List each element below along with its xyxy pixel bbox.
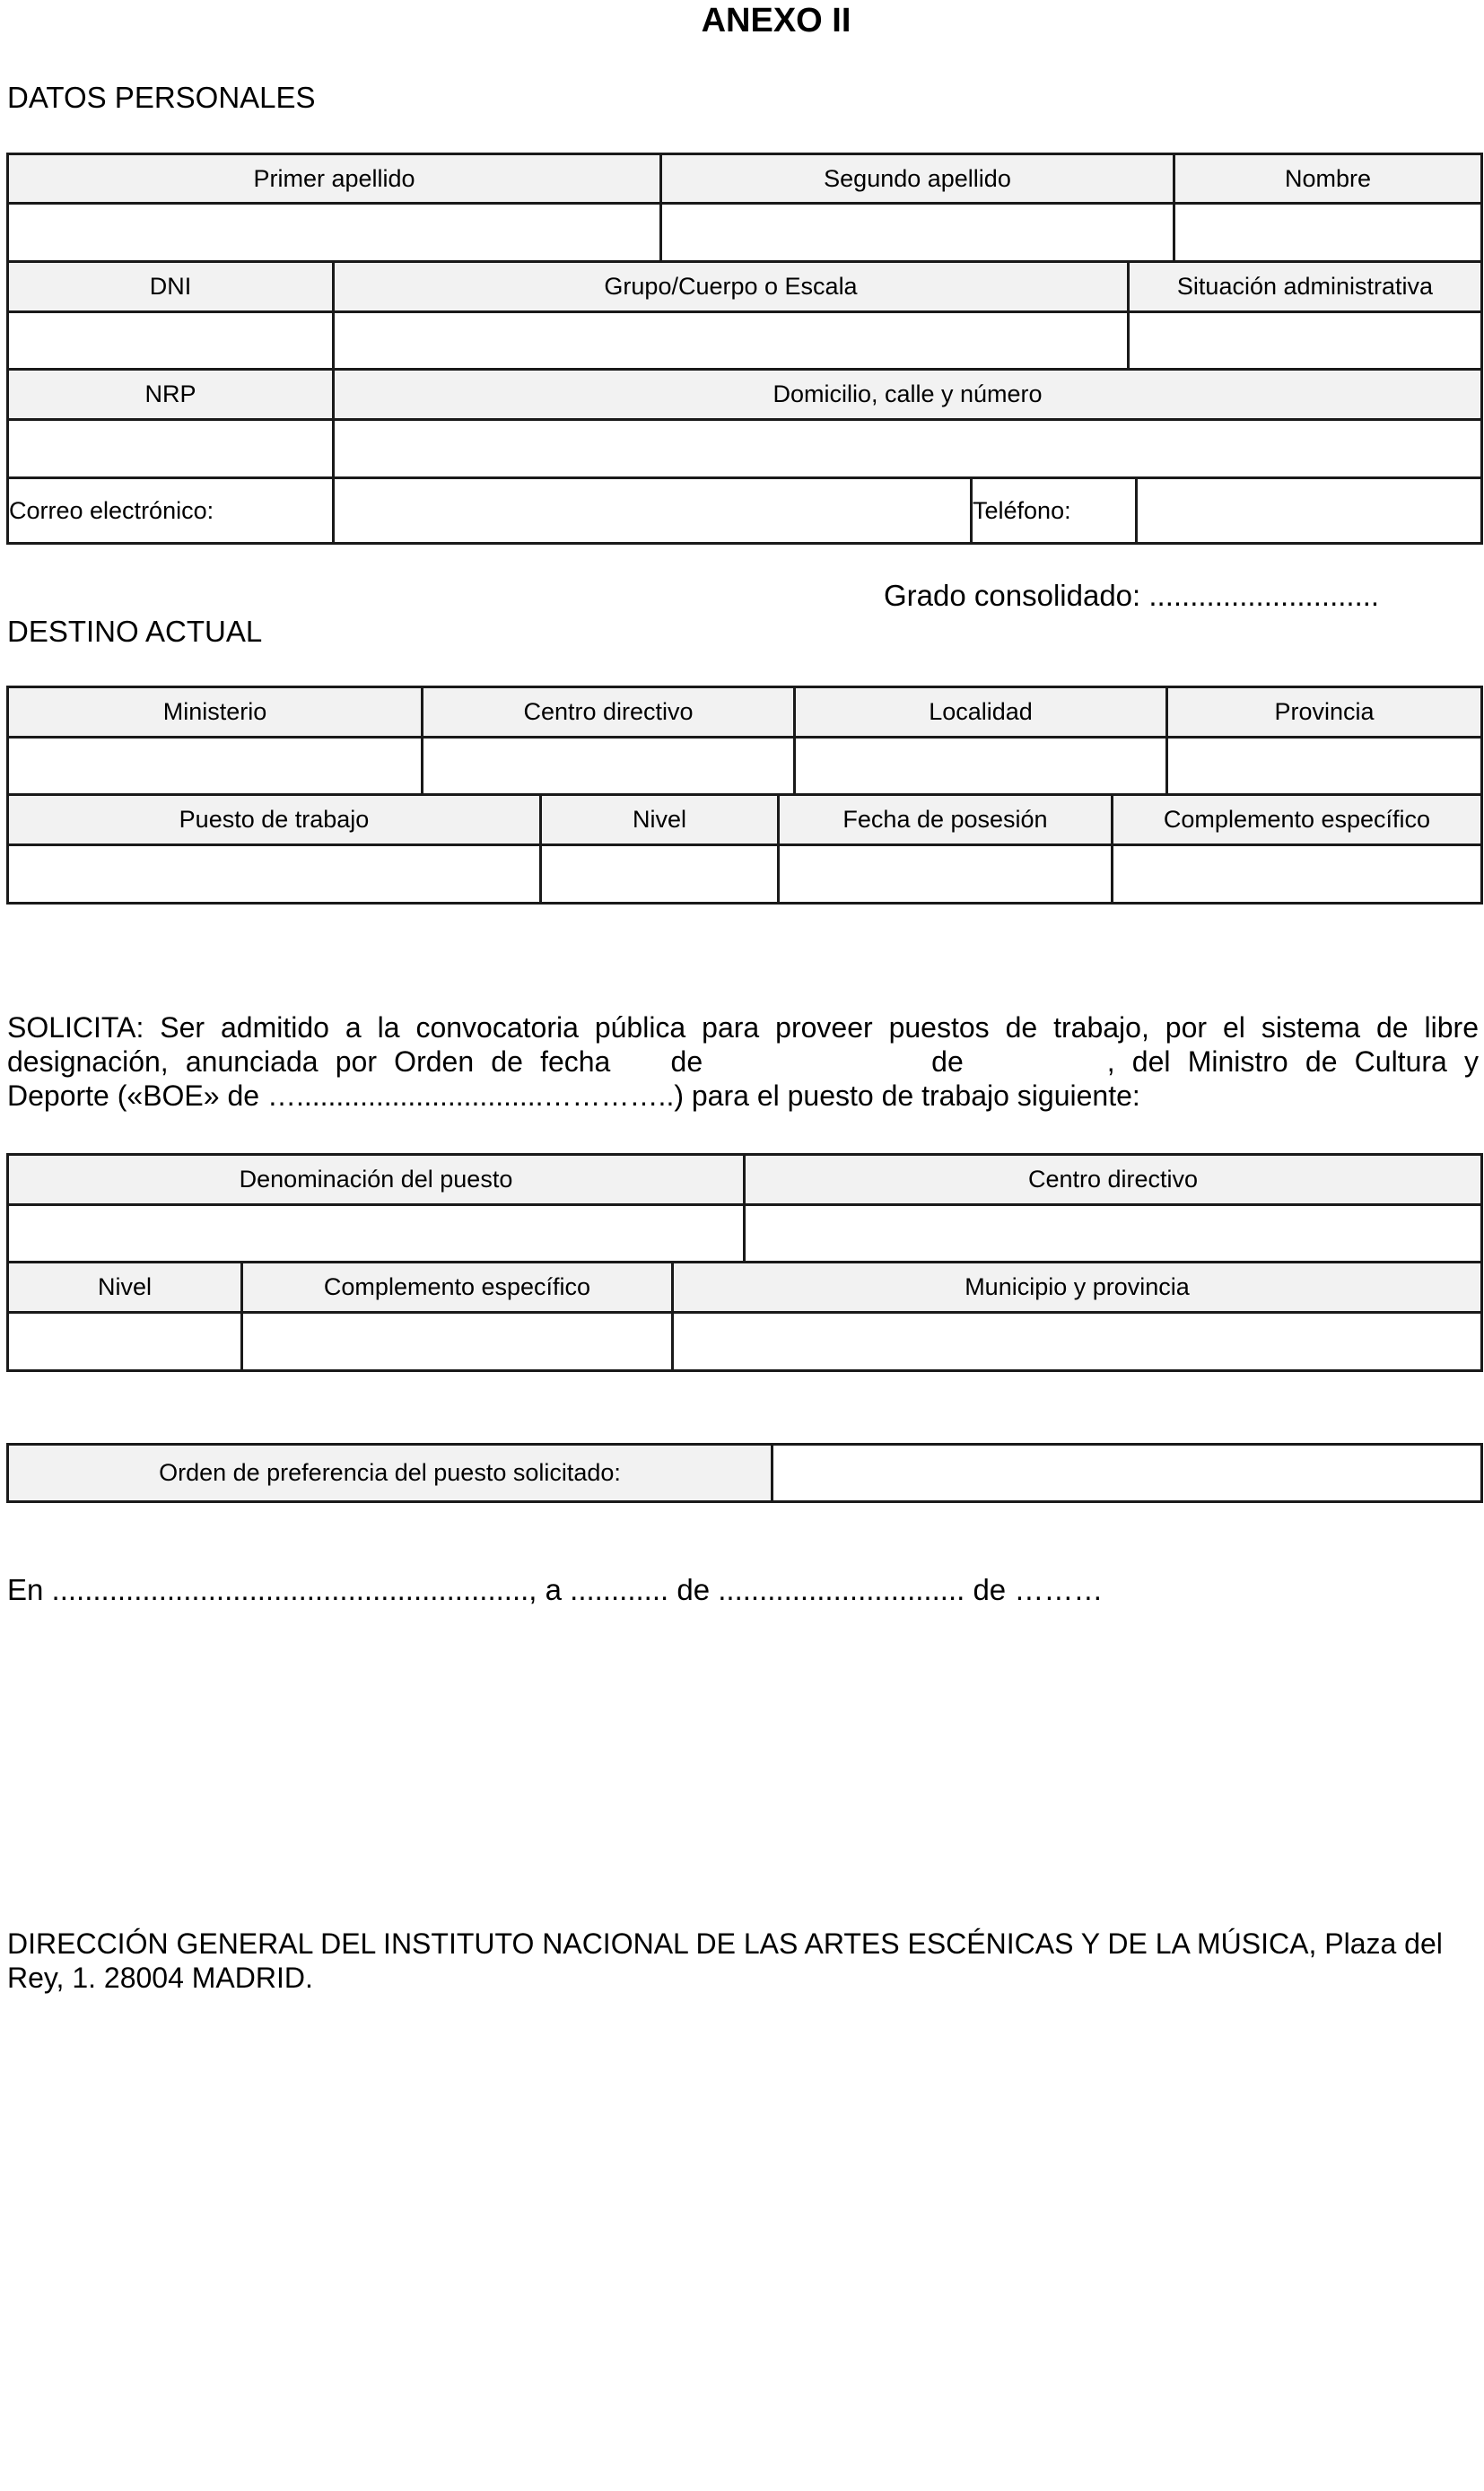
nrp-label: NRP — [8, 370, 334, 420]
telefono-label: Teléfono: — [972, 478, 1137, 544]
dni-label: DNI — [8, 262, 334, 312]
puesto-nivel-label: Nivel — [8, 1263, 242, 1313]
orden-preferencia-label: Orden de preferencia del puesto solicitado: — [8, 1445, 773, 1502]
segundo-apellido-label: Segundo apellido — [661, 154, 1174, 204]
solicita-paragraph — [7, 1010, 1479, 1113]
puesto-centro-directivo-field[interactable] — [745, 1205, 1482, 1263]
datos-personales-heading: DATOS PERSONALES — [7, 81, 316, 114]
destino-actual-table-2 — [6, 793, 1483, 905]
correo-electronico-label: Correo electrónico: — [8, 478, 334, 544]
orden-preferencia-table — [6, 1443, 1483, 1503]
domicilio-label: Domicilio, calle y número — [334, 370, 1482, 420]
direccion-general-address: DIRECCIÓN GENERAL DEL INSTITUTO NACIONAL DE LAS ARTES ESCÉNICAS Y DE LA MÚSICA, Plaza del Rey, 1. 28004 MADRID. — [7, 1927, 1443, 1994]
nivel-field[interactable] — [541, 845, 779, 904]
municipio-provincia-label: Municipio y provincia — [673, 1263, 1482, 1313]
primer-apellido-label: Primer apellido — [8, 154, 661, 204]
datos-personales-table-2 — [6, 260, 1483, 371]
puesto-de-trabajo-field[interactable] — [8, 845, 541, 904]
puesto-centro-directivo-label: Centro directivo — [745, 1155, 1482, 1205]
datos-personales-table-3 — [6, 368, 1483, 545]
fecha-de-posesion-field[interactable] — [779, 845, 1113, 904]
nivel-label: Nivel — [541, 795, 779, 845]
destino-actual-table-1 — [6, 686, 1483, 797]
centro-directivo-label: Centro directivo — [423, 687, 795, 738]
domicilio-field[interactable] — [334, 420, 1482, 478]
puesto-solicitado-table-1 — [6, 1153, 1483, 1264]
provincia-label: Provincia — [1167, 687, 1482, 738]
puesto-de-trabajo-label: Puesto de trabajo — [8, 795, 541, 845]
solicita-de-1: de — [670, 1045, 703, 1078]
ministerio-label: Ministerio — [8, 687, 423, 738]
denominacion-puesto-field[interactable] — [8, 1205, 745, 1263]
nombre-field[interactable] — [1174, 204, 1482, 263]
denominacion-puesto-label: Denominación del puesto — [8, 1155, 745, 1205]
centro-directivo-field[interactable] — [423, 738, 795, 796]
dni-field[interactable] — [8, 312, 334, 371]
solicita-text-1: SOLICITA: Ser admitido a la convocatoria pública para proveer puestos de trabajo, por el sistema de libre designación, anunciada por Orden de fecha — [7, 1011, 1479, 1078]
localidad-field[interactable] — [795, 738, 1167, 796]
puesto-complemento-especifico-field[interactable] — [242, 1313, 673, 1371]
destino-actual-heading: DESTINO ACTUAL — [7, 615, 263, 648]
situacion-administrativa-label: Situación administrativa — [1129, 262, 1482, 312]
complemento-especifico-field[interactable] — [1113, 845, 1482, 904]
complemento-especifico-label: Complemento específico — [1113, 795, 1482, 845]
orden-preferencia-field[interactable] — [773, 1445, 1482, 1502]
lugar-fecha-line: En .........................................................., a ............ de .............................. de ……… — [7, 1573, 1104, 1606]
grupo-cuerpo-escala-label: Grupo/Cuerpo o Escala — [334, 262, 1129, 312]
fecha-de-posesion-label: Fecha de posesión — [779, 795, 1113, 845]
segundo-apellido-field[interactable] — [661, 204, 1174, 263]
datos-personales-table-1 — [6, 153, 1483, 264]
solicita-de-2: de — [931, 1045, 964, 1078]
provincia-field[interactable] — [1167, 738, 1482, 796]
primer-apellido-field[interactable] — [8, 204, 661, 263]
municipio-provincia-field[interactable] — [673, 1313, 1482, 1371]
nombre-label: Nombre — [1174, 154, 1482, 204]
situacion-administrativa-field[interactable] — [1129, 312, 1482, 371]
solicita-text-2: , del Ministro de Cultura y Deporte («BOE» de …...............................…………..) para el puesto de trabajo siguiente: — [7, 1045, 1480, 1112]
nrp-field[interactable] — [8, 420, 334, 478]
puesto-solicitado-table-2 — [6, 1261, 1483, 1372]
telefono-field[interactable] — [1137, 478, 1482, 544]
grado-consolidado: Grado consolidado: ............................ — [884, 579, 1380, 612]
ministerio-field[interactable] — [8, 738, 423, 796]
puesto-complemento-especifico-label: Complemento específico — [242, 1263, 673, 1313]
puesto-nivel-field[interactable] — [8, 1313, 242, 1371]
grupo-cuerpo-escala-field[interactable] — [334, 312, 1129, 371]
localidad-label: Localidad — [795, 687, 1167, 738]
document-title: ANEXO II — [701, 2, 851, 39]
correo-electronico-field[interactable] — [334, 478, 972, 544]
